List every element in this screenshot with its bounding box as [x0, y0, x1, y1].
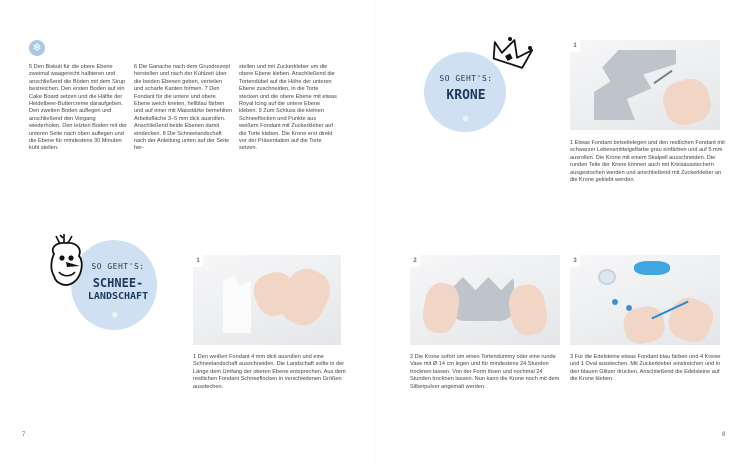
step-number-badge: 3: [570, 255, 580, 267]
blue-fondant: [634, 261, 670, 275]
krone-step-1-text: 1 Etwas Fondant beiseitelegen und den restlichen Fondant mit schwarzer Lebensmittelgelfarbe grau einfärben und auf 5 mm ausrollen. Die Krone mit einem Skalpell ausschneiden. Die runden Teile der Krone können auch mit Kreisausstechern ausgestochen werden und anschließend mit Zuckerkleber an die Krone geklebt werden.: [570, 140, 725, 184]
crown-on-dummy: [450, 277, 514, 321]
page-number-left: 7: [22, 432, 26, 438]
section-kicker-schneelandschaft: SO GEHT'S:: [91, 262, 145, 271]
page-number-right: 8: [722, 432, 726, 438]
hand: [659, 75, 715, 129]
photo-schneelandschaft-step-1: [193, 255, 341, 345]
photo-krone-step-2: [410, 255, 560, 345]
krone-step-2-text: 2 Die Krone sofort um einen Tortendummy oder eine runde Vase mit Ø 14 cm legen und für mindestens 24 Stunden trocknen lassen. Von der Form lösen und nochmal 24 Stunden trocknen lassen. Nun kann die Krone noch mit dem Silberpulver angemalt werden.: [410, 354, 560, 390]
instruction-column-2: 6 Die Ganache nach dem Grundrezept herstellen und nach der Kühlzeit über die beiden Ebenen geben, verteilen und scharfe Kanten formen. 7 Den Fondant für die untere und obere Ebene weich kneten, hellblau färben und auf einer mit Maisstärke bemehlten Arbeitsfläche 3–5 mm dick ausrollen. Anschließend beide Ebenen damit eindecken. 8 Die Schneelandschaft nach der Anleitung unten auf der Seite her-: [134, 64, 232, 152]
gem: [612, 299, 618, 305]
snowflake-icon: ❄: [111, 310, 119, 320]
step-number-badge: 2: [410, 255, 420, 267]
hand-right: [664, 293, 718, 345]
grey-fondant-crown: [594, 50, 676, 120]
glitter-jar: [598, 269, 616, 285]
step-number-badge: 1: [193, 255, 203, 267]
scalpel: [653, 70, 672, 84]
crown-icon: [488, 36, 536, 70]
section-title-krone: KRONE: [446, 88, 486, 103]
photo-krone-step-3: [570, 255, 720, 345]
photo-krone-step-1: [570, 40, 720, 130]
fondant-landscape-piece: [223, 275, 251, 333]
hand-right: [506, 282, 550, 337]
instruction-column-3: stellen und mit Zuckerkleber um die obere Ebene kleben. Anschließend die Tortendübel auf die Höhe der unteren Ebene zuschneiden, in die Torte stecken und die obere Ebene mit etwas Royal Icing auf die untere Ebene kleben. 9 Zum Schluss die kleinen Schneeflocken und Punkte aus weißem Fondant mit Zuckerkleber auf die Torte kleben. Die Krone erst direkt vor der Präsentation auf die Torte setzen.: [239, 64, 337, 152]
krone-step-3-text: 3 Für die Edelsteine etwas Fondant blau färben und 4 Kreise und 1 Oval ausstechen. Mit Zuckerkleber einstreichen und in den blauen Glitzer drücken. Anschließend die Edelsteine auf die Krone kleben.: [570, 354, 721, 383]
hand-left: [420, 280, 462, 335]
instruction-column-1: 5 Den Biskuit für die obere Ebene zweimal waagerecht halbieren und anschließend die Böden mit dem Sirup bestreichen. Den ersten Boden auf ein Cake Board setzen und die Hälfte der Heidelbeer-Buttercreme daraufgeben. Den zweiten Boden auflegen und anschließend den Vorgang wiederholen. Den letzten Boden mit der unteren Seite nach oben auflegen und die Ebene für mindestens 30 Minuten kühl stellen.: [29, 64, 127, 152]
schneelandschaft-step-1-text: 1 Den weißen Fondant 4 mm dick ausrollen und eine Schneelandschaft ausschneiden. Die Landschaft sollte in der Länge dem Umfang der oberen Ebene entsprechen. Aus dem restlichen Fondant Schneeflocken in verschiedenen Größen ausstechen.: [193, 354, 346, 390]
snowflake-icon: ❄: [32, 42, 42, 54]
section-kicker-krone: SO GEHT'S:: [439, 74, 493, 83]
snowflake-icon: ❄: [462, 114, 470, 124]
section-title-schnee: SCHNEE-: [92, 276, 144, 290]
page-fold: [374, 0, 376, 464]
step-number-badge: 1: [570, 40, 580, 52]
section-title-landschaft: LANDSCHAFT: [87, 291, 149, 302]
snowflake-badge: [29, 40, 45, 56]
